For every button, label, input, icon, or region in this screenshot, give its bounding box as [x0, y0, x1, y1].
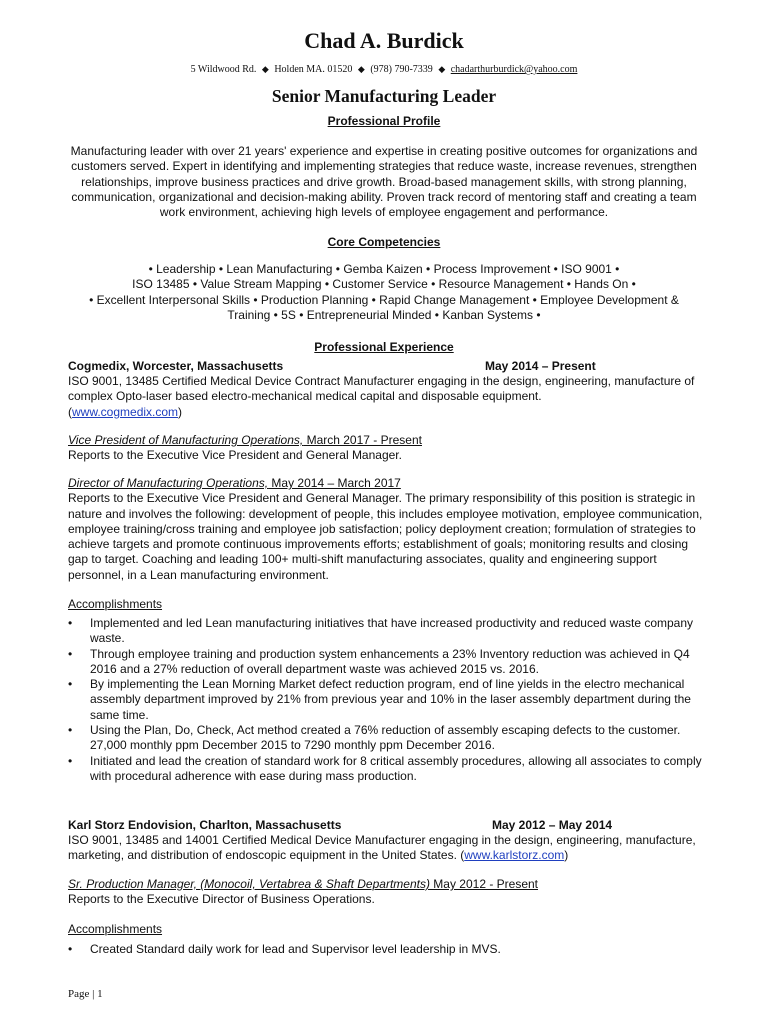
competencies-line: ISO 13485 • Value Stream Mapping • Customer Service • Resource Management • Hands On • — [132, 277, 636, 292]
competencies-list — [60, 262, 708, 323]
role-dates: May 2014 – March 2017 — [268, 476, 401, 490]
role-text: Reports to the Executive Vice President and General Manager. The primary responsibility of this position is strategic in nature and involves the following: development of people, this includes employee motivation, employee communication, employee training/cross training and employee job satisfaction; policy deployment creation; formulation of strategies to achieve targets and promote continuous improvements efforts; establishment of goals; monitoring results and closing gap to target. Coaching and leading 100+ multi-shift manufacturing associates, quality and engineering support personnel, in a Lean manufacturing environment. — [68, 491, 703, 582]
company-name: Cogmedix, Worcester, Massachusetts — [68, 359, 284, 373]
company-row — [68, 818, 708, 832]
company-dates: May 2014 – Present — [485, 359, 596, 373]
company-name: Karl Storz Endovision, Charlton, Massachusetts — [68, 818, 342, 832]
role-title: Vice President of Manufacturing Operations, — [68, 433, 304, 447]
diamond-separator-icon: ◆ — [438, 64, 446, 74]
city: Holden MA. 01520 — [274, 64, 353, 75]
competencies-title: Core Competencies — [327, 235, 441, 249]
role-text: Reports to the Executive Vice President and General Manager. — [68, 448, 402, 463]
profile-title: Professional Profile — [327, 114, 441, 128]
list-item: • Initiated and lead the creation of standard work for 8 critical assembly procedures, allowing all associates to comply with procedural adherence with ease during mass production. — [68, 753, 702, 783]
role-dates: May 2012 - Present — [429, 877, 539, 891]
competencies-line: Training • 5S • Entrepreneurial Minded • Kanban Systems • — [227, 307, 541, 322]
bullet-icon: • — [68, 646, 73, 661]
role-block — [68, 476, 708, 583]
headline: Senior Manufacturing Leader — [271, 86, 497, 106]
role-dates: March 2017 - Present — [303, 433, 422, 447]
company-website-link[interactable]: www.karlstorz.com — [464, 848, 565, 863]
accomplishments-list — [68, 616, 708, 784]
contact-line — [0, 64, 768, 75]
diamond-separator-icon: ◆ — [357, 64, 365, 74]
role-block — [68, 877, 708, 908]
company-row — [68, 359, 708, 373]
bullet-icon: • — [68, 942, 73, 956]
bullet-icon: • — [68, 677, 73, 692]
company-description: ISO 9001, 13485 and 14001 Certified Medical Device Manufacturer engaging in the design, engineering, manufacture, marketing, and distribution of endoscopic equipment in the United States. (www.karlstorz.com) — [68, 833, 696, 863]
bullet-icon: • — [68, 753, 73, 768]
page-number: Page | 1 — [68, 988, 103, 1000]
list-item: • Using the Plan, Do, Check, Act method created a 76% reduction of assembly escaping defects to the customer. 27,000 monthly ppm December 2015 to 7290 monthly ppm December 2016. — [68, 723, 681, 753]
bullet-icon: • — [68, 616, 73, 630]
list-item: • Implemented and led Lean manufacturing initiatives that have increased productivity and reduced waste company waste. — [68, 616, 694, 646]
company-description-text: ISO 9001, 13485 Certified Medical Device Contract Manufacturer engaging in the design, engineering, manufacture of complex Opto-laser based electro-mechanical medical capital and disposable equipment. — [68, 374, 695, 404]
profile-text: Manufacturing leader with over 21 years' experience and expertise in creating positive outcomes for organizations and customers served. Expert in identifying and implementing strategies that reduce waste, increase revenues, strengthen relationships, improve business practices and drive growth. Broad-based management skills, with strong planning, communication, organizational and decision-making ability. Proven track record of mentoring staff and creating a team work environment, achieving high levels of employee engagement and performance. — [70, 144, 698, 220]
list-item: • Created Standard daily work for lead and Supervisor level leadership in MVS. — [68, 942, 501, 956]
company-description: ISO 9001, 13485 Certified Medical Device Contract Manufacturer engaging in the design, engineering, manufacture of complex Opto-laser based electro-mechanical medical capital and disposable equipment. (www.cogmedix.com) — [68, 374, 695, 419]
competencies-line: • Leadership • Lean Manufacturing • Gemba Kaizen • Process Improvement • ISO 9001 • — [148, 262, 620, 276]
competencies-line: • Excellent Interpersonal Skills • Production Planning • Rapid Change Management • Employee Development & — [89, 292, 679, 307]
company-description-text: ISO 9001, 13485 and 14001 Certified Medical Device Manufacturer engaging in the design, engineering, manufacture, marketing, and distribution of endoscopic equipment in the United States. — [68, 833, 696, 863]
list-item: • By implementing the Lean Morning Market defect reduction program, end of line yields in the electro mechanical assembly department improved by 21% from previous year and 10% in the laser assembly department during the same time. — [68, 677, 691, 722]
company-website-link[interactable]: www.cogmedix.com — [72, 404, 179, 419]
list-item: • Through employee training and production system enhancements a 23% Inventory reduction was achieved in Q4 2016 and a 27% reduction of overall department waste was achieved 2015 vs. 2016. — [68, 646, 690, 676]
bullet-icon: • — [68, 723, 73, 738]
accomplishments-list — [68, 942, 708, 957]
diamond-separator-icon: ◆ — [261, 64, 269, 74]
experience-title: Professional Experience — [314, 340, 454, 354]
role-text: Reports to the Executive Director of Business Operations. — [68, 892, 375, 907]
candidate-name: Chad A. Burdick — [304, 28, 464, 53]
accomplishments-title: Accomplishments — [68, 922, 163, 936]
company-dates: May 2012 – May 2014 — [492, 818, 613, 832]
phone: (978) 790-7339 — [370, 64, 433, 75]
email-link[interactable]: chadarthurburdick@yahoo.com — [450, 64, 578, 75]
role-title: Director of Manufacturing Operations, — [68, 476, 269, 490]
role-block — [68, 433, 708, 464]
role-title: Sr. Production Manager, (Monocoil, Vertabrea & Shaft Departments) — [68, 877, 430, 891]
address: 5 Wildwood Rd. — [190, 64, 257, 75]
accomplishments-title: Accomplishments — [68, 597, 163, 611]
